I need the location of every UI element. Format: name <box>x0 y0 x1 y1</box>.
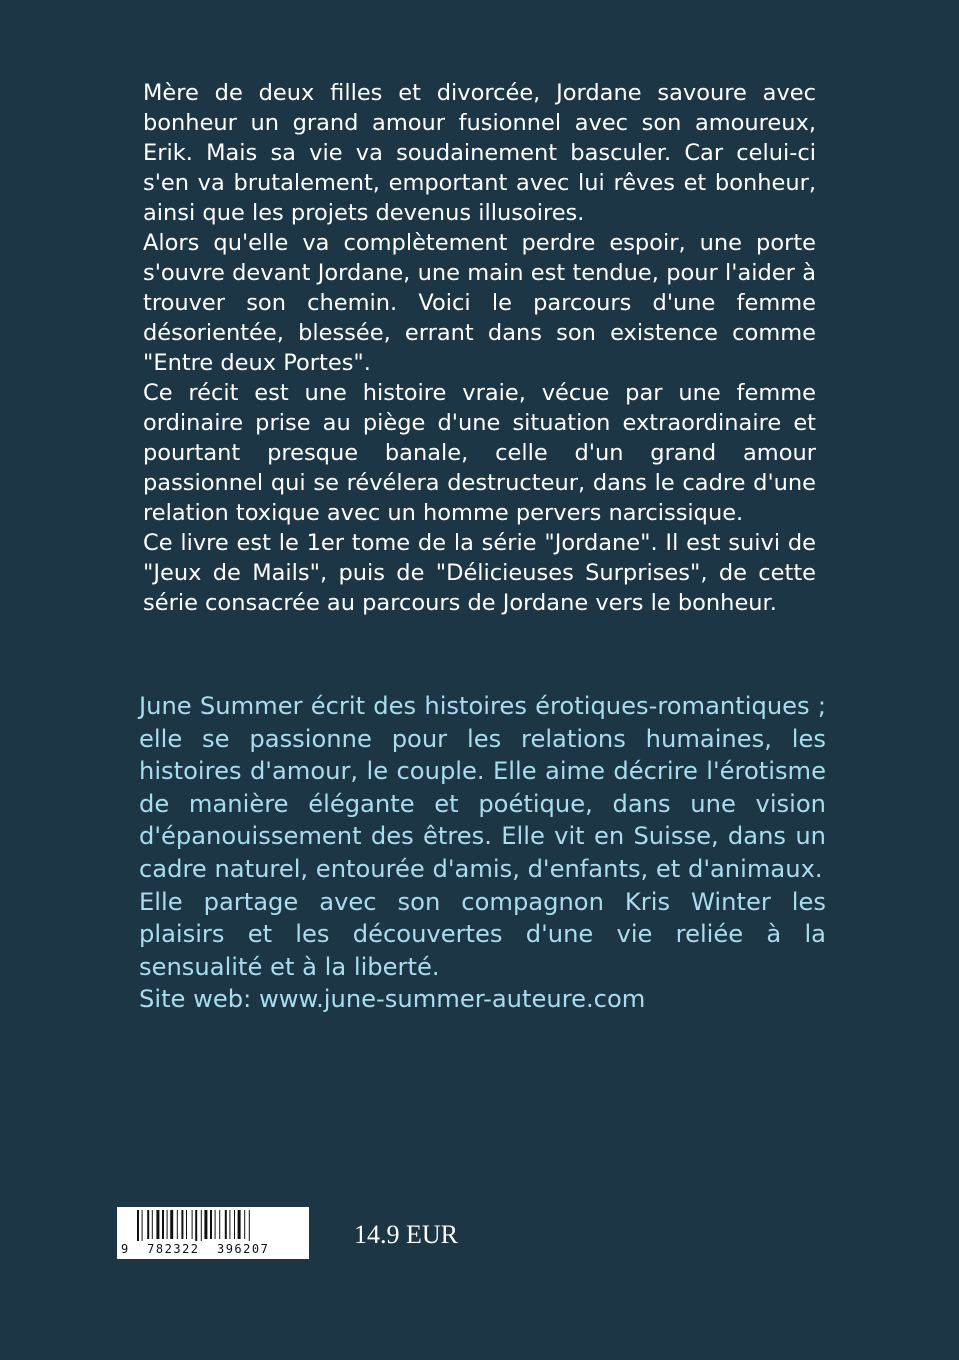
barcode-bar <box>192 1210 193 1239</box>
barcode-bar <box>249 1210 250 1241</box>
barcode-bars <box>117 1207 309 1241</box>
isbn-digits: 9 782322 396207 <box>121 1242 270 1256</box>
barcode-bar <box>137 1210 139 1241</box>
barcode-bar <box>215 1210 216 1239</box>
book-blurb <box>143 78 816 618</box>
barcode-bar <box>204 1210 207 1239</box>
barcode-bar <box>201 1210 202 1241</box>
barcode-bar <box>177 1210 178 1239</box>
author-bio-paragraph: June Summer écrit des histoires érotiques-romantiques ; elle se passionne pour les relations humaines, les histoires d'amour, le couple. Elle aime décrire l'érotisme de manière élégante et poétique, dans une vision d'épanouissement des êtres. Elle vit en Suisse, dans un cadre naturel, entourée d'amis, d'enfants, et d'animaux. <box>139 692 826 883</box>
barcode-bar <box>195 1210 197 1241</box>
barcode-bar <box>186 1210 187 1239</box>
barcode-bar <box>181 1210 183 1239</box>
author-bio-paragraph: Elle partage avec son compagnon Kris Winter les plaisirs et les découvertes d'une vie reliée à la sensualité et à la liberté. <box>139 887 826 981</box>
barcode-bar <box>238 1210 241 1239</box>
barcode-bar <box>244 1210 245 1239</box>
isbn-barcode <box>117 1207 309 1259</box>
barcode-bar <box>229 1210 230 1239</box>
barcode-bar <box>210 1210 212 1239</box>
barcode-bar <box>234 1210 235 1239</box>
barcode-bar <box>162 1210 164 1239</box>
blurb-paragraph: Mère de deux filles et divorcée, Jordane savoure avec bonheur un grand amour fusionnel avec son amoureux, Erik. Mais sa vie va soudainement basculer. Car celui-ci s'en va brutalement, emportant avec lui rêves et bonheur, ainsi que les projets devenus illusoires. <box>143 80 816 226</box>
price-label: 14.9 EUR <box>354 1220 458 1249</box>
author-website: Site web: www.june-summer-auteure.com <box>139 985 646 1014</box>
barcode-bar <box>156 1210 159 1239</box>
blurb-paragraph: Ce livre est le 1er tome de la série "Jordane". Il est suivi de "Jeux de Mails", puis de "Délicieuses Surprises", de cette série consacrée au parcours de Jordane vers le bonheur. <box>143 530 816 616</box>
barcode-bar <box>147 1210 149 1239</box>
blurb-paragraph: Alors qu'elle va complètement perdre espoir, une porte s'ouvre devant Jordane, une main est tendue, pour l'aider à trouver son chemin. Voici le parcours d'une femme désorientée, blessée, errant dans son existence comme "Entre deux Portes". <box>143 230 816 376</box>
author-bio <box>139 690 826 1016</box>
blurb-paragraph: Ce récit est une histoire vraie, vécue par une femme ordinaire prise au piège d'une situation extraordinaire et pourtant presque banale, celle d'un grand amour passionnel qui se révélera destructeur, dans le cadre d'une relation toxique avec un homme pervers narcissique. <box>143 380 816 526</box>
barcode-bar <box>167 1210 168 1239</box>
barcode-bar <box>219 1210 220 1239</box>
barcode-bar <box>170 1210 173 1239</box>
barcode-bar <box>142 1210 143 1241</box>
barcode-bar <box>152 1210 153 1239</box>
barcode-bar <box>225 1210 227 1239</box>
